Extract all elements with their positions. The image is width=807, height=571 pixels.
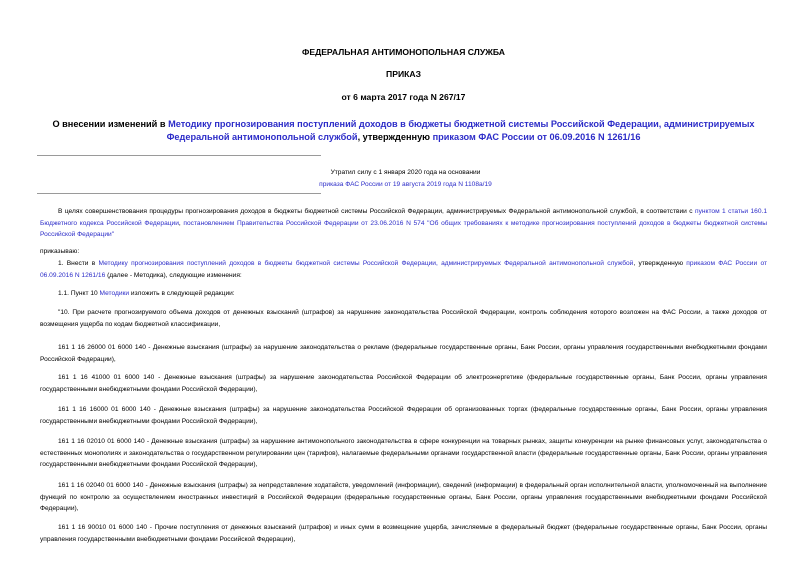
- doc-type-heading: ПРИКАЗ: [386, 69, 421, 79]
- repeal-note-line1: Утратил силу с 1 января 2020 года на основании: [330, 169, 481, 176]
- divider-bottom: [37, 193, 321, 194]
- divider-top: [37, 155, 321, 156]
- title-methodology-link[interactable]: Методику прогнозирования поступлений доходов в бюджеты бюджетной системы Российской Федерации, администрируемых Федеральной антимонопольной службой: [166, 119, 755, 142]
- budget-code-link[interactable]: пунктом 1 статьи 160.1 Бюджетного кодекса Российской Федерации: [40, 208, 767, 227]
- government-decree-link[interactable]: постановлением Правительства Российской Федерации от 23.06.2016 N 574 "Об общих требованиях к методике прогнозирования поступлений доходов в бюджеты бюджетной системы Российской Федерации": [40, 219, 768, 238]
- document-title: [40, 118, 767, 144]
- item-1-order-link[interactable]: приказом ФАС России от 06.09.2016 N 1261/16: [40, 260, 767, 279]
- item-1-suffix: (далее - Методика), следующие изменения:: [105, 271, 242, 279]
- intro-text: В целях совершенствования процедуры прогнозирования доходов в бюджеты бюджетной системы Российской Федерации, администрируемых Федеральной антимонопольной службой, в соответствии с: [58, 208, 696, 215]
- code-paragraph: 161 1 16 02040 01 6000 140 - Денежные взыскания (штрафы) за непредставление ходатайств, уведомлений (информации), сведений (информации) в федеральный орган исполнительной власти, уполномоченный на выполнение функций по контролю за осуществлением иностранных инвестиций в Российской Федерации (федеральные государственные органы, Банк России, органы управления государственными внебюджетными фондами Российской Федерации),: [40, 482, 767, 512]
- item-1-1-prefix: 1.1. Пункт 10: [58, 290, 100, 297]
- repeal-order-link[interactable]: приказа ФАС России от 19 августа 2019 года N 1108а/19: [319, 181, 492, 188]
- item-1-paragraph: [40, 258, 767, 281]
- intro-separator: ,: [178, 219, 184, 227]
- intro-paragraph: [40, 206, 767, 241]
- item-1-methodology-link[interactable]: Методику прогнозирования поступлений доходов в бюджеты бюджетной системы Российской Федерации, администрируемых Федеральной антимонопольной службой: [98, 260, 634, 267]
- title-order-link[interactable]: приказом ФАС России от 06.09.2016 N 1261/16: [432, 132, 641, 142]
- date-number-heading: от 6 марта 2017 года N 267/17: [341, 92, 466, 102]
- code-paragraph: 161 1 16 26000 01 6000 140 - Денежные взыскания (штрафы) за нарушение законодательства о рекламе (федеральные государственные органы, Банк России, органы управления государственными внебюджетными фондами Российской Федерации),: [40, 344, 767, 363]
- title-middle: , утвержденную: [357, 132, 433, 142]
- paragraph-10: "10. При расчете прогнозируемого объема доходов от денежных взысканий (штрафов) за нарушение законодательства Российской Федерации, контроль соблюдения которого возложен на ФАС России, а также доходов от возмещения ущерба по кодам бюджетной классификации,: [40, 309, 767, 328]
- methodology-link[interactable]: Методики: [99, 290, 130, 297]
- code-paragraph: 161 1 16 90010 01 6000 140 - Прочие поступления от денежных взысканий (штрафов) и иных сумм в возмещение ущерба, зачисляемые в федеральный бюджет (федеральные государственные органы, Банк России, органы управления государственными внебюджетными фондами Российской Федерации),: [40, 524, 767, 543]
- code-paragraph: 161 1 16 41000 01 6000 140 - Денежные взыскания (штрафы) за нарушение законодательства Российской Федерации об электроэнергетике (федеральные государственные органы, Банк России, органы управления государственными внебюджетными фондами Российской Федерации),: [40, 374, 767, 393]
- repeal-note: [180, 167, 631, 191]
- item-1-prefix: 1. Внести в: [58, 260, 99, 267]
- agency-heading: ФЕДЕРАЛЬНАЯ АНТИМОНОПОЛЬНАЯ СЛУЖБА: [302, 47, 505, 57]
- order-word: приказываю:: [40, 248, 80, 255]
- code-paragraph: 161 1 16 02010 01 6000 140 - Денежные взыскания (штрафы) за нарушение антимонопольного законодательства в сфере конкуренции на товарных рынках, защиты конкуренции на рынке финансовых услуг, законодательства о естественных монополиях и законодательства о государственном регулировании цен (тарифов), налагаемые федеральными органами государственной власти (федеральные государственные органы, Банк России, органы управления государственными внебюджетными фондами Российской Федерации),: [40, 438, 767, 468]
- item-1-1-paragraph: [40, 288, 767, 300]
- item-1-middle: , утвержденную: [633, 260, 687, 267]
- title-prefix: О внесении изменений в: [52, 119, 169, 129]
- code-paragraph: 161 1 16 16000 01 6000 140 - Денежные взыскания (штрафы) за нарушение законодательства Российской Федерации об организованных торгах (федеральные государственные органы, Банк России, органы управления государственными внебюджетными фондами Российской Федерации),: [40, 406, 767, 425]
- item-1-1-suffix: изложить в следующей редакции:: [129, 290, 235, 297]
